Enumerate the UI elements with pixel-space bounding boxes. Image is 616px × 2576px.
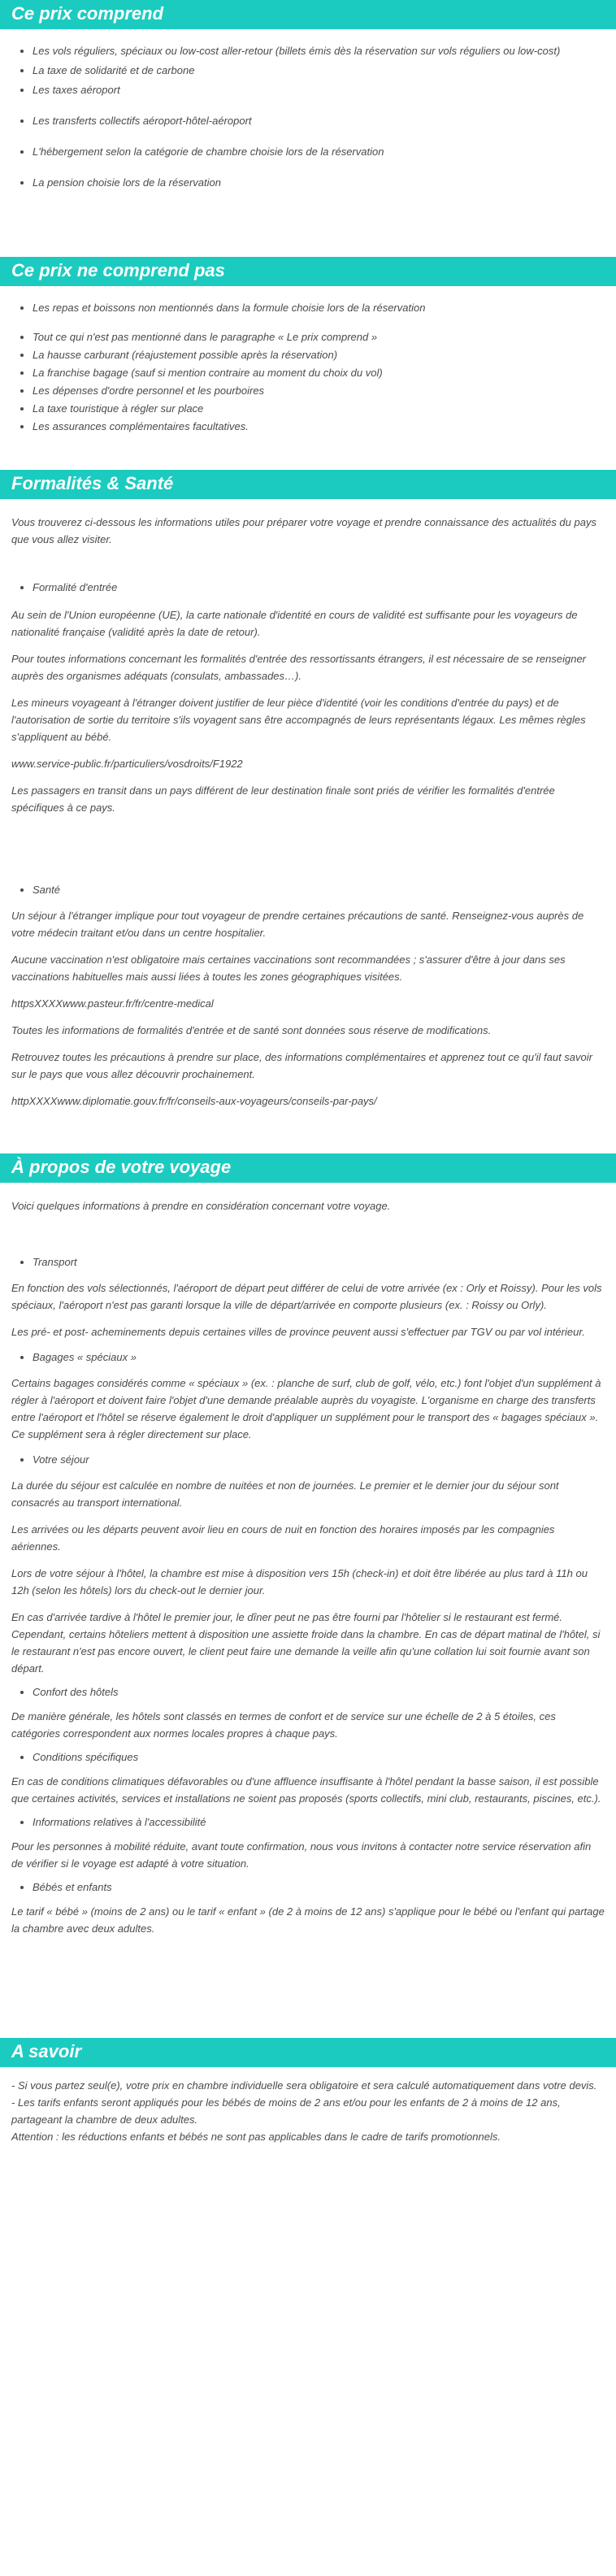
sejour-paragraph: Lors de votre séjour à l'hôtel, la chambre est mise à disposition vers 15h (check-in) et doit être libérée au plus tard à 11h ou 12h (selon les hôtels) lors du check-out le dernier jour. <box>11 1567 588 1596</box>
transport-paragraph: Les pré- et post- acheminements depuis certaines villes de province peuvent aussi s'effectuer par TGV ou par vol intérieur. <box>11 1326 585 1338</box>
entry-paragraph: Pour toutes informations concernant les formalités d'entrée des ressortissants étrangers, il est nécessaire de se renseigner auprès des organismes adéquats (consulats, ambassades…). <box>11 653 587 682</box>
health-heading-list <box>0 883 616 897</box>
list-item: • La hausse carburant (réajustement possible après la réservation) <box>33 348 616 363</box>
health-link[interactable]: httpXXXXwww.diplomatie.gouv.fr/fr/conseils-aux-voyageurs/conseils-par-pays/ <box>11 1095 377 1107</box>
section-title-includes: Ce prix comprend <box>0 0 616 29</box>
list-item: • La taxe de solidarité et de carbone <box>33 63 616 78</box>
conditions-paragraph: En cas de conditions climatiques défavorables ou d'une affluence insuffisante à l'hôtel pendant la basse saison, il est possible que certaines activités, services et installations ne soient pas proposés (sports collectifs, mini club, restaurants, piscines, etc.). <box>11 1775 601 1805</box>
health-paragraph: Toutes les informations de formalités d'entrée et de santé sont données sous réserve de modifications. <box>11 1024 492 1036</box>
section-title-excludes: Ce prix ne comprend pas <box>0 257 616 286</box>
asavoir-line: - Les tarifs enfants seront appliqués pour les bébés de moins de 2 ans et/ou pour les enfants de 2 à moins de 12 ans, partageant la chambre de deux adultes. <box>11 2096 561 2126</box>
entry-paragraph: Les mineurs voyageant à l'étranger doivent justifier de leur pièce d'identité (voir les conditions d'entrée du pays) et de l'autorisation de sortie du territoire s'ils voyagent sans être accompagnés de leurs représentants légaux. Les mêmes règles s'appliquent au bébé. <box>11 697 586 743</box>
section-title-apropos: À propos de votre voyage <box>0 1153 616 1183</box>
asavoir-line: Attention : les réductions enfants et bébés ne sont pas applicables dans le cadre de tarifs promotionnels. <box>11 2131 501 2143</box>
health-link[interactable]: httpsXXXXwww.pasteur.fr/fr/centre-medical <box>11 997 214 1010</box>
health-paragraph: Retrouvez toutes les précautions à prendre sur place, des informations complémentaires et apprenez tout ce qu'il faut savoir sur le pays que vous allez découvrir prochainement. <box>11 1051 592 1080</box>
bebes-paragraph: Le tarif « bébé » (moins de 2 ans) ou le tarif « enfant » (de 2 à moins de 12 ans) s'applique pour le bébé ou l'enfant qui partage la chambre avec deux adultes. <box>11 1905 605 1935</box>
sejour-paragraph: La durée du séjour est calculée en nombre de nuitées et non de journées. Le premier et le dernier jour du séjour sont consacrés au transport international. <box>11 1479 559 1509</box>
excludes-list <box>0 301 616 434</box>
list-item: • La taxe touristique à régler sur place <box>33 402 616 416</box>
health-paragraph: Un séjour à l'étranger implique pour tout voyageur de prendre certaines précautions de santé. Renseignez-vous auprès de votre médecin traitant et/ou dans un centre hospitalier. <box>11 910 584 939</box>
sejour-heading: • Votre séjour <box>33 1453 616 1467</box>
list-item: • Les vols réguliers, spéciaux ou low-cost aller-retour (billets émis dès la réservation sur vols réguliers ou low-cost) <box>33 44 616 59</box>
entry-paragraph: Les passagers en transit dans un pays différent de leur destination finale sont priés de vérifier les formalités d'entrée spécifiques à ce pays. <box>11 784 555 814</box>
conditions-heading-list <box>0 1750 616 1765</box>
section-title-asavoir: A savoir <box>0 2038 616 2067</box>
entry-heading-list <box>0 580 616 595</box>
transport-paragraph: En fonction des vols sélectionnés, l'aéroport de départ peut différer de celui de votre arrivée (ex : Orly et Roissy). Pour les vols spéciaux, l'aéroport n'est pas garanti lorsque la ville de départ/arrivée en comporte plusieurs (ex. : Roissy ou Orly). <box>11 1282 602 1311</box>
section-title-formalites: Formalités & Santé <box>0 470 616 499</box>
list-item: • Tout ce qui n'est pas mentionné dans le paragraphe « Le prix comprend » <box>33 330 616 345</box>
entry-paragraph: Au sein de l'Union européenne (UE), la carte nationale d'identité en cours de validité est suffisante pour les voyageurs de nationalité française (validité après la date de retour). <box>11 609 578 638</box>
entry-link[interactable]: www.service-public.fr/particuliers/vosdroits/F1922 <box>11 758 243 770</box>
sejour-paragraph: En cas d'arrivée tardive à l'hôtel le premier jour, le dîner peut ne pas être fourni par l'hôtelier si le restaurant est fermé. Cependant, certains hôteliers mettent à disposition une assiette froide dans la chambre. En cas de départ matinal de l'hôtel, si le restaurant n'est pas encore ouvert, le client peut faire une demande la veille afin qu'une collation lui soit fournie avant son départ. <box>11 1611 601 1675</box>
health-heading: • Santé <box>33 883 616 897</box>
list-item: • Les taxes aéroport <box>33 83 616 98</box>
bagages-heading-list <box>0 1350 616 1365</box>
list-item: • Les assurances complémentaires facultatives. <box>33 419 616 434</box>
includes-list <box>0 44 616 190</box>
access-paragraph: Pour les personnes à mobilité réduite, avant toute confirmation, nous vous invitons à contacter notre service réservation afin de vérifier si le voyage est adapté à votre situation. <box>11 1840 592 1870</box>
confort-paragraph: De manière générale, les hôtels sont classés en termes de confort et de service sur une échelle de 2 à 5 étoiles, ces catégories correspondent aux normes locales propres à chaque pays. <box>11 1710 556 1740</box>
health-paragraph: Aucune vaccination n'est obligatoire mais certaines vaccinations sont recommandées ; s'assurer d'être à jour dans ses vaccinations habituelles mais aussi liées à toutes les zones géographiques visitées. <box>11 954 566 983</box>
entry-heading: • Formalité d'entrée <box>33 580 616 595</box>
list-item: • Les repas et boissons non mentionnés dans la formule choisie lors de la réservation <box>33 301 616 315</box>
transport-heading: • Transport <box>33 1255 616 1270</box>
list-item: • L'hébergement selon la catégorie de chambre choisie lors de la réservation <box>33 145 616 159</box>
list-item: • La franchise bagage (sauf si mention contraire au moment du choix du vol) <box>33 366 616 380</box>
list-item: • Les dépenses d'ordre personnel et les pourboires <box>33 384 616 398</box>
apropos-intro: Voici quelques informations à prendre en considération concernant votre voyage. <box>11 1200 391 1212</box>
access-heading-list <box>0 1815 616 1830</box>
formalites-intro: Vous trouverez ci-dessous les informations utiles pour préparer votre voyage et prendre connaissance des actualités du pays que vous allez visiter. <box>11 516 596 545</box>
access-heading: • Informations relatives à l'accessibilité <box>33 1815 616 1830</box>
confort-heading-list <box>0 1685 616 1700</box>
sejour-paragraph: Les arrivées ou les départs peuvent avoir lieu en cours de nuit en fonction des horaires imposés par les compagnies aériennes. <box>11 1523 555 1553</box>
bebes-heading: • Bébés et enfants <box>33 1880 616 1895</box>
bebes-heading-list <box>0 1880 616 1895</box>
sejour-heading-list <box>0 1453 616 1467</box>
confort-heading: • Confort des hôtels <box>33 1685 616 1700</box>
asavoir-line: - Si vous partez seul(e), votre prix en chambre individuelle sera obligatoire et sera calculé automatiquement dans votre devis. <box>11 2079 597 2092</box>
transport-heading-list <box>0 1255 616 1270</box>
bagages-paragraph: Certains bagages considérés comme « spéciaux » (ex. : planche de surf, club de golf, vélo, etc.) font l'objet d'un supplément à régler à l'aéroport et doivent faire l'objet d'une demande préalable auprès du voyagiste. L'organisme en charge des transferts entre l'aéroport et l'hôtel se réserve également le droit d'appliquer un supplément pour le transport des « bagages spéciaux ». Ce supplément sera à régler directement sur place. <box>11 1377 601 1440</box>
list-item: • Les transferts collectifs aéroport-hôtel-aéroport <box>33 114 616 128</box>
list-item: • La pension choisie lors de la réservation <box>33 176 616 190</box>
bagages-heading: • Bagages « spéciaux » <box>33 1350 616 1365</box>
conditions-heading: • Conditions spécifiques <box>33 1750 616 1765</box>
